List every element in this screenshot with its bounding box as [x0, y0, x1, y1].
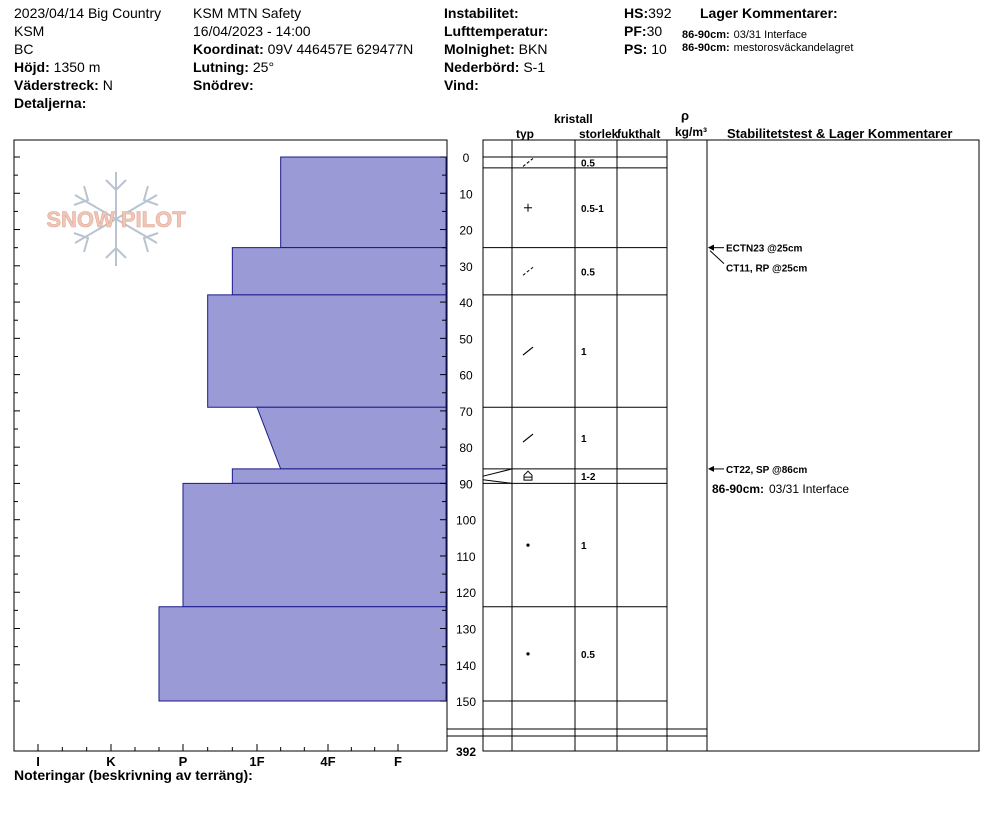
depth-tick-label: 150 — [455, 695, 477, 710]
snowpilot-logo — [46, 172, 186, 266]
hardness-bar — [232, 248, 446, 295]
hardness-tick-label: 4F — [320, 754, 336, 769]
aspect-label: Väderstreck: — [14, 77, 99, 93]
depth-tick-label: 60 — [459, 368, 473, 383]
airtemp-label: Lufttemperatur: — [444, 23, 549, 39]
depth-tick-label: 100 — [455, 513, 477, 528]
depth-hoar-icon — [524, 471, 532, 480]
depth-tick-label: 30 — [459, 259, 473, 274]
wind-label: Vind: — [444, 77, 479, 93]
layer-note-range: 86-90cm: — [712, 481, 765, 496]
rounded-icon — [526, 543, 529, 546]
stability-test-label: ECTN23 @25cm — [726, 243, 803, 255]
depth-tick-label: 70 — [459, 404, 473, 419]
depth-tick-label: 0 — [462, 151, 470, 165]
pf-value: 30 — [646, 23, 663, 39]
coord-label: Koordinat: — [193, 41, 264, 57]
hardness-profile — [159, 157, 446, 701]
depth-tick-label: 40 — [459, 296, 473, 311]
layer-size-label: 0.5-1 — [581, 203, 604, 215]
hardness-bar — [208, 295, 446, 407]
elevation-label: Höjd: — [14, 59, 50, 75]
depth-bottom-label: 392 — [455, 745, 477, 759]
layer-comment-text: 03/31 Interface — [733, 29, 807, 41]
rounded-icon — [526, 652, 529, 655]
logo-text: SNOW PILOT — [46, 207, 186, 232]
stability-arrowhead — [708, 245, 714, 251]
crystal-header: kristall — [554, 112, 593, 126]
layer-size-label: 1 — [581, 541, 587, 553]
depth-tick-label: 140 — [455, 658, 477, 673]
aspect-value: N — [102, 77, 113, 93]
hardness-bar — [183, 483, 446, 606]
stability-test-label: CT11, RP @25cm — [726, 263, 808, 275]
layer-comment-range: 86-90cm: — [682, 42, 730, 54]
size-header: storlek — [579, 127, 619, 141]
hardness-tick-label: I — [36, 754, 40, 769]
header-datetime: 16/04/2023 - 14:00 — [193, 23, 311, 39]
decomposing-icon — [523, 158, 533, 166]
type-header: typ — [516, 127, 534, 141]
moisture-header: fukthalt — [617, 127, 661, 141]
rounded-dot — [526, 652, 529, 655]
hardness-bar — [281, 157, 446, 248]
hardness-tick-label: K — [106, 754, 116, 769]
header-organization: KSM MTN Safety — [193, 5, 302, 21]
decomposing-stroke — [523, 158, 533, 166]
header-province: BC — [14, 41, 34, 57]
slope-label: Lutning: — [193, 59, 249, 75]
rho-header: ρ — [681, 108, 690, 123]
hardness-tick-label: P — [178, 754, 188, 769]
pf-label: PF: — [624, 23, 647, 39]
details-label: Detaljerna: — [14, 95, 87, 111]
layer-note-text: 03/31 Interface — [769, 481, 850, 496]
layer-size-label: 0.5 — [581, 267, 595, 279]
new-snow-icon — [524, 204, 532, 212]
faceted-icon — [523, 434, 533, 442]
hardness-bar — [232, 469, 446, 484]
density-unit-header: kg/m³ — [675, 125, 708, 139]
notes-label: Noteringar (beskrivning av terräng): — [14, 767, 253, 783]
precip-value: S-1 — [523, 59, 546, 75]
ps-value: 10 — [651, 41, 667, 57]
layer-size-label: 1-2 — [581, 472, 596, 484]
rounded-dot — [526, 543, 529, 546]
layer-comment-range: 86-90cm: — [682, 29, 730, 41]
decomposing-icon — [523, 267, 533, 275]
depth-tick-label: 110 — [456, 549, 476, 564]
slope-value: 25° — [252, 59, 275, 75]
depth-tick-label: 90 — [459, 477, 473, 492]
stability-header: Stabilitetstest & Lager Kommentarer — [727, 126, 953, 141]
depth-tick-label: 130 — [455, 622, 477, 637]
layer-frame — [483, 140, 979, 751]
faceted-stroke — [523, 434, 533, 442]
depth-tick-label: 10 — [459, 187, 473, 202]
sky-label: Molnighet: — [444, 41, 515, 57]
stability-arrow — [710, 251, 724, 264]
faceted-stroke — [523, 347, 533, 355]
depth-tick-label: 50 — [459, 332, 473, 347]
header-date-location: 2023/04/14 Big Country — [14, 5, 162, 21]
coord-value: 09V 446457E 629477N — [267, 41, 414, 57]
stability-test-label: CT22, SP @86cm — [726, 464, 808, 476]
hardness-tick-label: 1F — [249, 754, 265, 769]
interface-marker — [483, 469, 512, 476]
layer-size-label: 1 — [581, 347, 587, 359]
faceted-icon — [523, 347, 533, 355]
header-org-code: KSM — [14, 23, 45, 39]
interface-marker — [483, 480, 512, 484]
hardness-tick-label: F — [394, 754, 402, 769]
layer-comment-text: mestorosväckandelagret — [733, 42, 854, 54]
depth-hoar-shape — [524, 471, 532, 480]
hs-value: 392 — [648, 5, 672, 21]
layer-comments-title: Lager Kommentarer: — [700, 5, 838, 21]
hardness-bar — [257, 407, 446, 469]
layer-size-label: 0.5 — [581, 158, 595, 170]
depth-tick-label: 20 — [459, 223, 473, 238]
drift-label: Snödrev: — [193, 77, 254, 93]
layer-size-label: 1 — [581, 434, 587, 446]
decomposing-stroke — [523, 267, 533, 275]
stability-tests — [708, 244, 849, 496]
hardness-bar — [159, 607, 446, 701]
sky-value: BKN — [518, 41, 548, 57]
layer-size-label: 0.5 — [581, 649, 595, 661]
stability-arrowhead — [708, 466, 714, 472]
instability-label: Instabilitet: — [444, 5, 519, 21]
hs-label: HS: — [624, 5, 649, 21]
depth-tick-label: 120 — [455, 586, 477, 601]
ps-label: PS: — [624, 41, 648, 57]
precip-label: Nederbörd: — [444, 59, 520, 75]
depth-tick-label: 80 — [459, 441, 473, 456]
elevation-value: 1350 m — [53, 59, 101, 75]
